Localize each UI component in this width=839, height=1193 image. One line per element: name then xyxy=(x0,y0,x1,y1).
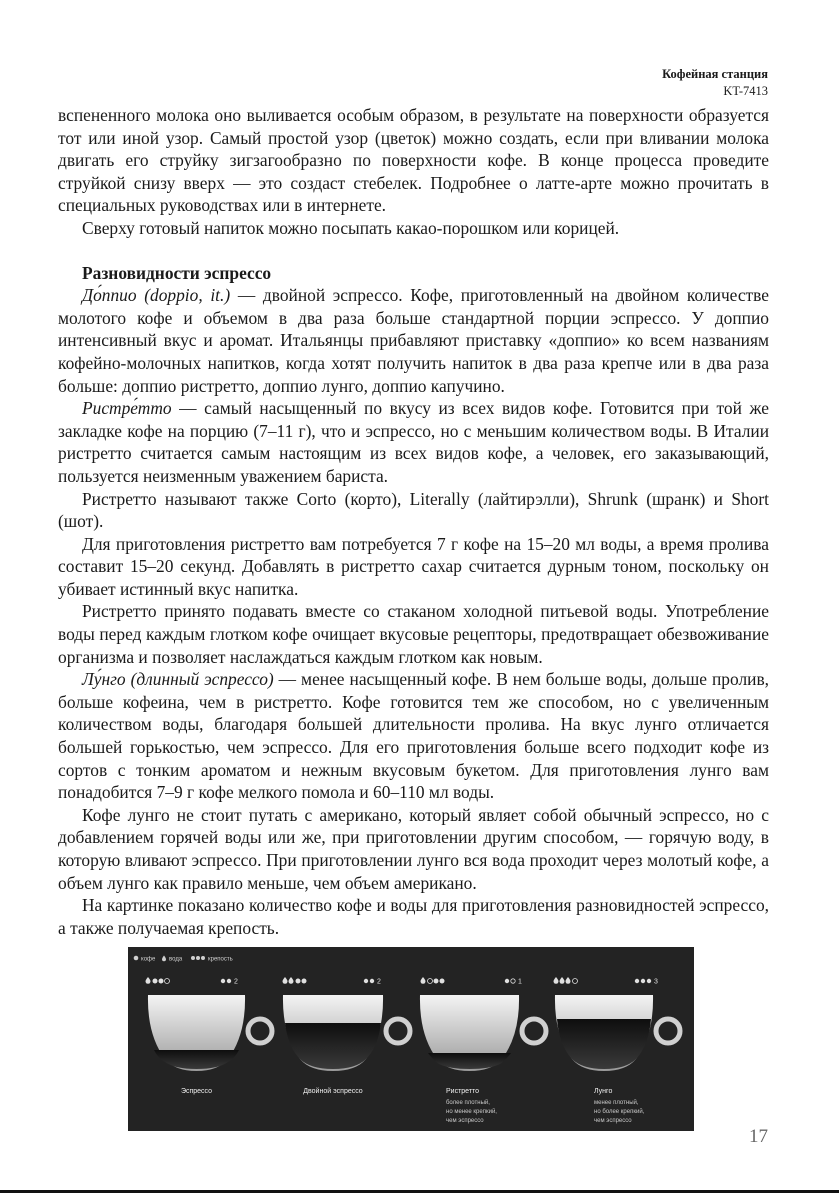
running-header xyxy=(662,66,768,100)
strength-dot xyxy=(505,979,509,983)
paragraph-ristretto-names: Ристретто называют также Corto (корто), Literally (лайтирэлли), Shrunk (шранк) и Short (шот). xyxy=(58,488,769,532)
legend-water-label: вода xyxy=(169,956,183,963)
cup-double-espresso xyxy=(283,977,411,1095)
cup-label: Двойной эспрессо xyxy=(303,1088,363,1095)
paragraph-lungo xyxy=(58,668,769,804)
strength-dot xyxy=(641,979,645,983)
cup-label: Лунго xyxy=(594,1088,613,1095)
strength-value: 1 xyxy=(518,978,522,986)
body-text xyxy=(58,104,769,939)
cup-note-line: чем эспрессо xyxy=(446,1118,484,1124)
strength-dot xyxy=(647,979,651,983)
ratio-icons xyxy=(146,977,170,984)
paragraph-topping: Сверху готовый напиток можно посыпать какао-порошком или корицей. xyxy=(82,217,620,238)
cup-note-line: более плотный, xyxy=(446,1100,490,1106)
paragraph-doppio xyxy=(58,284,769,397)
lungo-definition: — менее насыщенный кофе. В нем больше воды, дольше пролив, больше кофеина, чем в ристретто. Кофе готовится тем же способом, но с увеличенным количеством воды, благодаря большей длительности пролива. На вкус лунго отличается большей горькостью, чем эспрессо. Для его приготовления больше всего подходит кофе из сортов с тонким ароматом и нежным вкусовым букетом. Для приготовления лунго вам понадобится 7–9 г кофе мелкого помола и 60–110 мл воды. xyxy=(58,669,770,803)
cup-label: Эспрессо xyxy=(180,1088,213,1095)
legend-coffee-label: кофе xyxy=(141,956,156,963)
paragraph-picture: На картинке показано количество кофе и воды для приготовления разновидностей эспрессо, а также получаемая крепость. xyxy=(58,895,769,938)
cup-handle xyxy=(386,1019,410,1043)
ratio-icons xyxy=(283,977,307,984)
espresso-comparison-figure xyxy=(128,947,694,1131)
cup-note-line: чем эспрессо xyxy=(594,1118,632,1124)
cup-handle xyxy=(522,1019,546,1043)
paragraph-latte-art: вспененного молока оно выливается особым образом, в результате на поверхности образуется тот или иной узор. Самый простой узор (цветок) можно создать, если при вливании молока двигать его струйку зигзагообразно по поверхности кофе. В конце процесса проведите струйкой снизу вверх — это создаст стебелек. Подробнее о латте-арте можно прочитать в специальных руководствах или в интернете. xyxy=(58,105,769,216)
coffee-level xyxy=(154,1050,239,1069)
coffee-legend-icon xyxy=(134,956,139,961)
coffee-level xyxy=(428,1053,511,1069)
legend-strength-label: крепость xyxy=(208,956,233,963)
ristretto-definition: — самый насыщенный по вкусу из всех видов кофе. Готовится при той же закладке кофе на порцию (7–11 г), что и эспрессо, но с меньшим количеством воды. В Италии ристретто считается самым настоящим из всех видов кофе, а человек, его заказывающий, пользуется неизменным уважением бариста. xyxy=(58,398,769,486)
cup-label: Ристретто xyxy=(446,1088,480,1095)
cup-handle xyxy=(656,1019,680,1043)
header-brand: Кофейная станция xyxy=(662,67,768,81)
cup-note-line: менее плотный, xyxy=(594,1100,639,1106)
coffee-level xyxy=(557,1019,651,1069)
doppio-definition: — двойной эспрессо. Кофе, приготовленный на двойном количестве молотого кофе и объемом в два раза больше стандартной порции эспрессо. У доппио интенсивный вкус и аромат. Итальянцы прибавляют приставку «доппио» ко всем названиям кофейно-молочных напитков, когда хотят получить напиток в два раза крепче или в два раза больше: доппио ристретто, доппио лунго, доппио капучино. xyxy=(58,285,769,396)
cup-lungo xyxy=(554,977,681,1124)
section-heading: Разновидности эспрессо xyxy=(82,262,272,283)
header-model: KT-7413 xyxy=(723,84,768,98)
cup-ristretto xyxy=(420,977,546,1124)
strength-dot xyxy=(370,979,374,983)
cup-note-line: но более крепкий, xyxy=(594,1109,645,1115)
paragraph-ristretto-water: Ристретто принято подавать вместе со стаканом холодной питьевой воды. Употребление воды перед каждым глотком кофе очищает вкусовые рецепторы, предотвращает обезвоживание организма и позволяет наслаждаться каждым глотком как новым. xyxy=(58,601,769,667)
strength-dot xyxy=(635,979,639,983)
strength-dot xyxy=(364,979,368,983)
figure-svg xyxy=(128,947,694,1131)
term-lungo: Лу́нго (длинный эспрессо) xyxy=(82,669,274,690)
paragraph-ristretto xyxy=(58,397,769,487)
strength-value: 3 xyxy=(654,978,658,986)
strength-dot xyxy=(221,979,225,983)
ratio-icons xyxy=(421,977,445,984)
figure-legend xyxy=(134,956,233,963)
coffee-level xyxy=(285,1023,381,1069)
cup-espresso xyxy=(146,977,273,1095)
term-doppio: До́ппио (doppio, it.) xyxy=(82,285,231,306)
paragraph-americano: Кофе лунго не стоит путать с американо, который являет собой обычный эспрессо, но с добавлением горячей воды или же, при приготовлении другим способом, — горячую воду, в которую вливают эспрессо. При приготовлении лунго вся вода проходит через молотый кофе, а объем лунго как правило меньше, чем объем американо. xyxy=(58,804,769,893)
cup-note-line: но менее крепкий, xyxy=(446,1109,497,1115)
strength-legend-icon xyxy=(191,956,195,960)
strength-value: 2 xyxy=(234,978,238,986)
strength-value: 2 xyxy=(377,978,381,986)
cup-handle xyxy=(248,1019,272,1043)
term-ristretto: Ристре́тто xyxy=(82,398,172,419)
strength-dot xyxy=(511,979,515,983)
water-drop-legend-icon xyxy=(162,956,166,962)
strength-dot xyxy=(227,979,231,983)
ratio-icons xyxy=(554,977,578,984)
paragraph-ristretto-prep: Для приготовления ристретто вам потребуется 7 г кофе на 15–20 мл воды, а время пролива составит 15–20 секунд. Добавлять в ристретто сахар считается дурным тоном, поскольку он убивает истинный вкус напитка. xyxy=(58,533,769,599)
page-number: 17 xyxy=(749,1126,768,1147)
